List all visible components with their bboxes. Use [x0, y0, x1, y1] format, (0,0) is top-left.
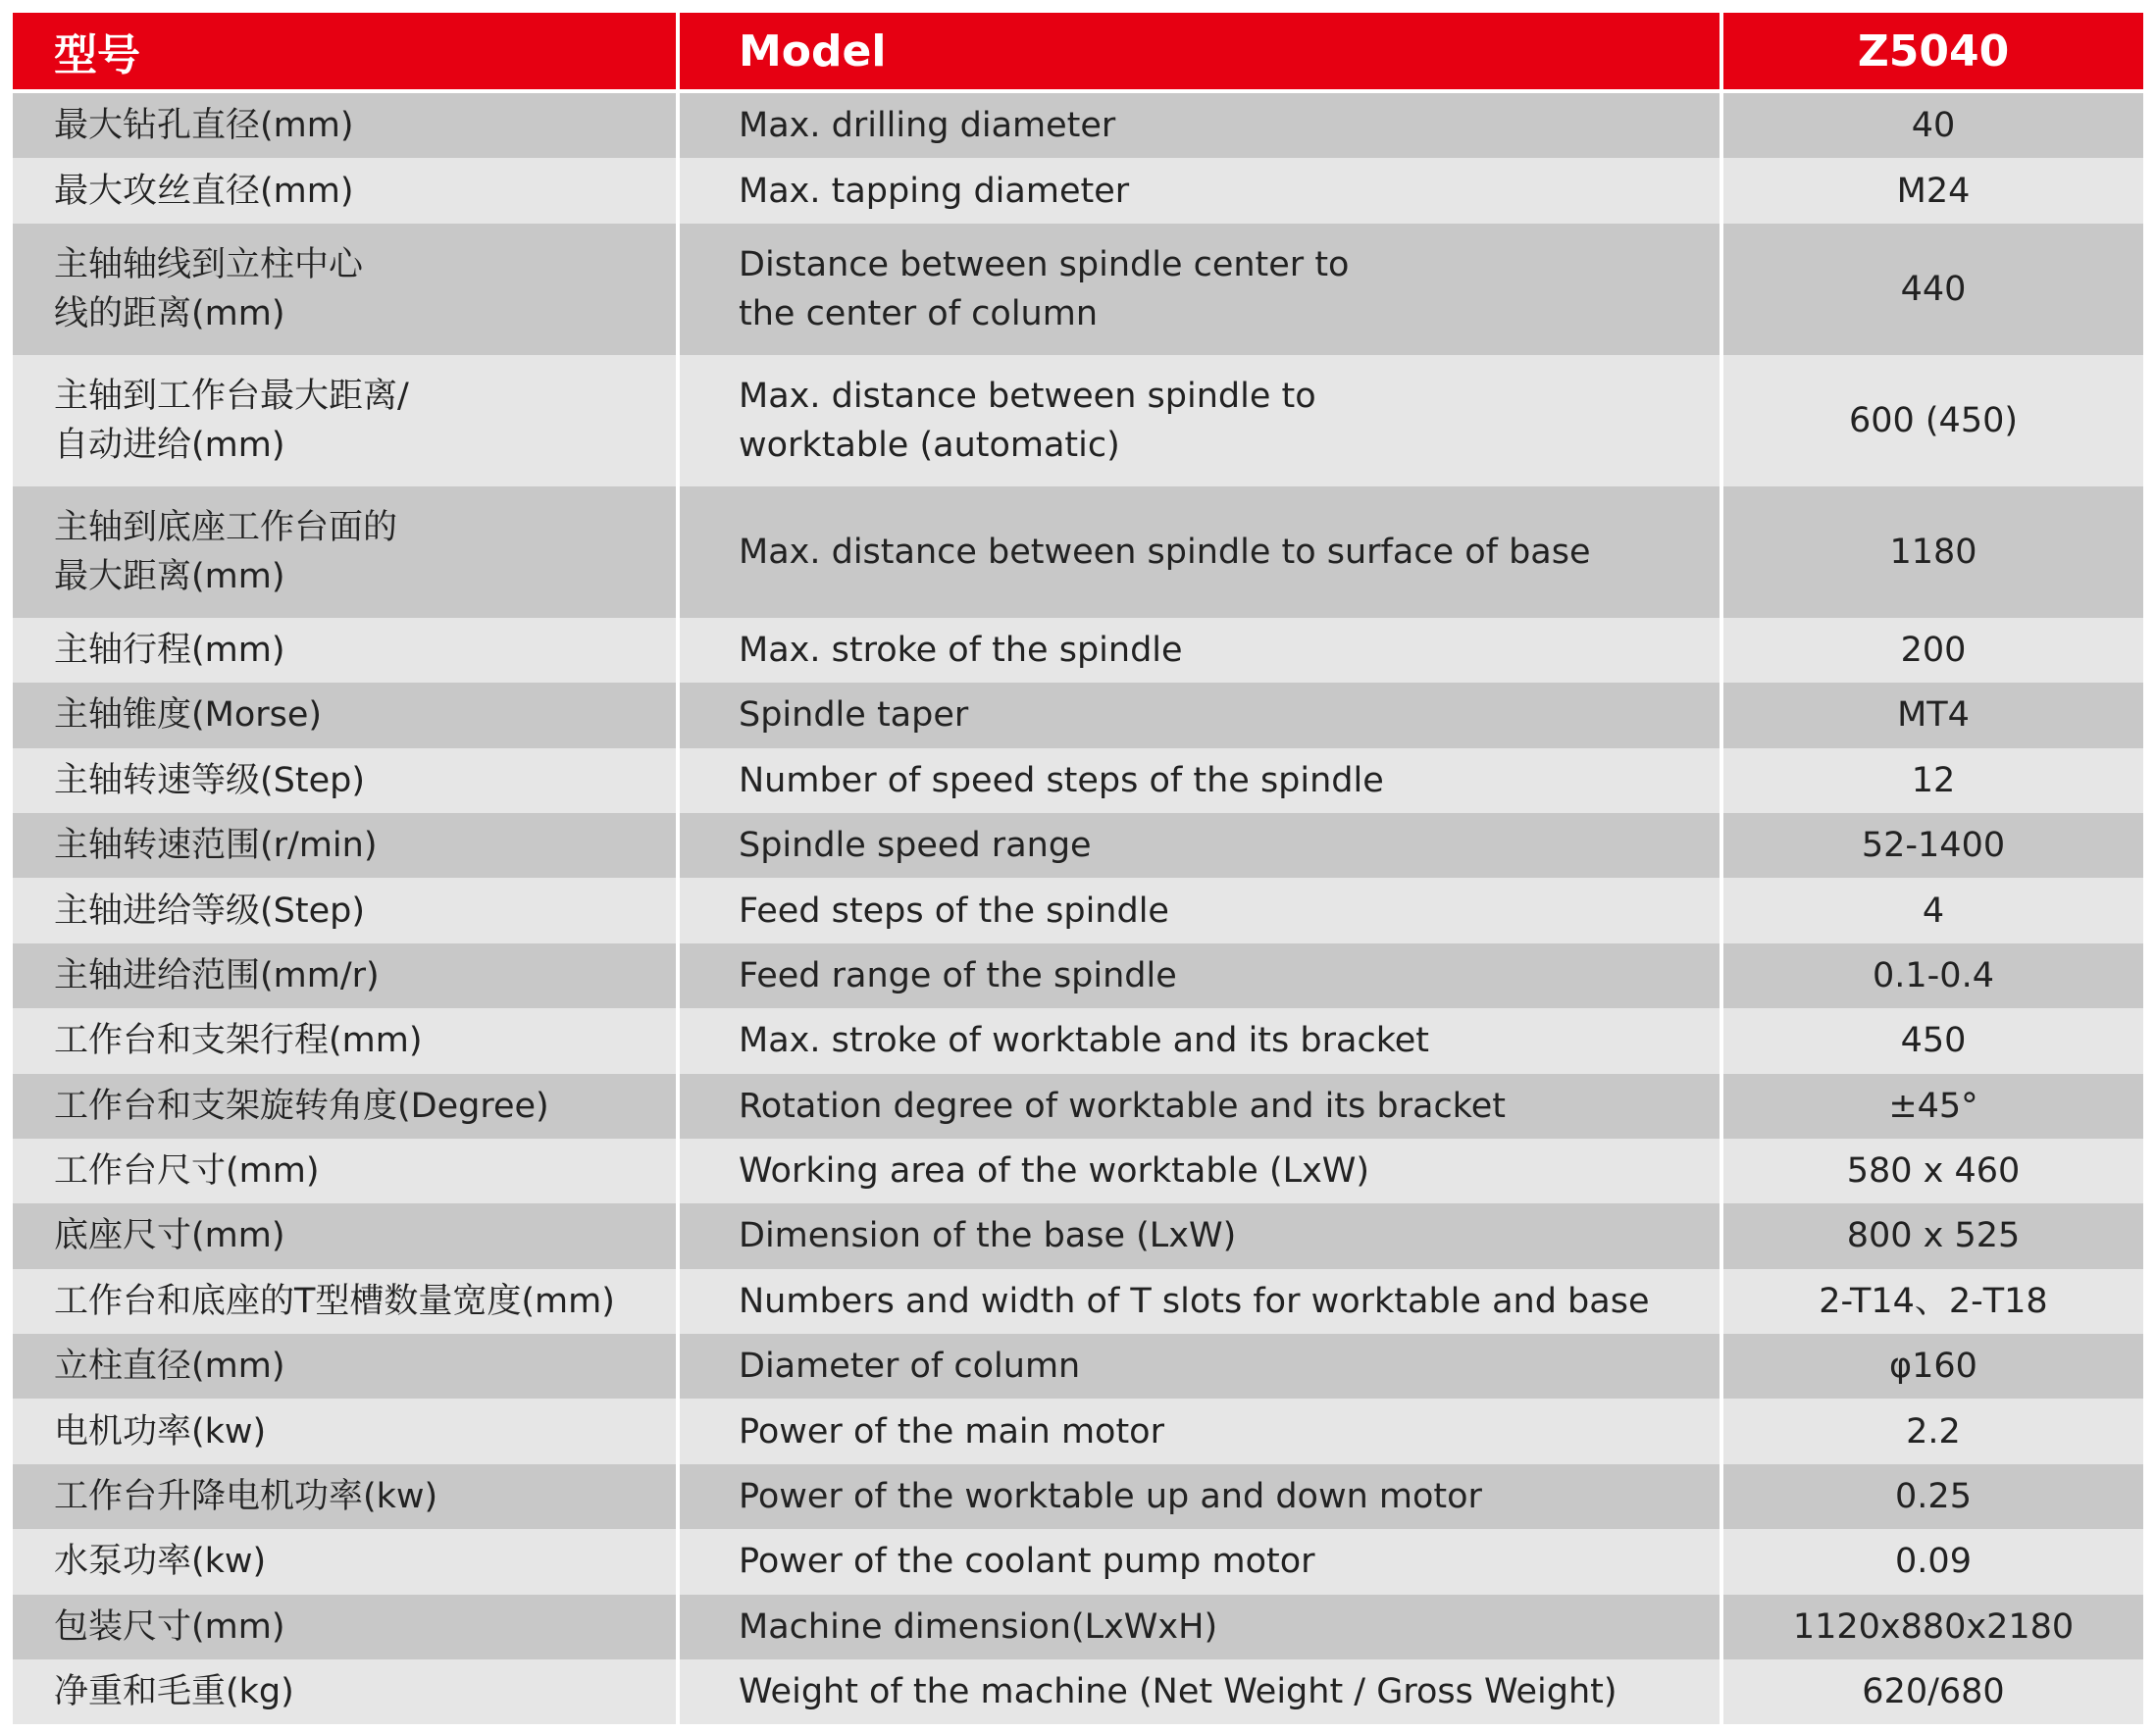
table-row	[13, 813, 2143, 878]
spec-label-english: Spindle taper	[680, 683, 1723, 747]
table-row	[13, 878, 2143, 942]
spec-label-chinese: 净重和毛重(kg)	[13, 1659, 680, 1724]
spec-label-english: Diameter of column	[680, 1334, 1723, 1399]
spec-value: 200	[1723, 618, 2143, 683]
spec-label-chinese: 最大攻丝直径(mm)	[13, 158, 680, 223]
spec-value: 450	[1723, 1008, 2143, 1073]
header-chinese-label: 型号	[13, 13, 680, 93]
spec-value: 0.25	[1723, 1464, 2143, 1529]
spec-value: 2-T14、2-T18	[1723, 1269, 2143, 1334]
spec-value: 620/680	[1723, 1659, 2143, 1724]
spec-label-english: Feed steps of the spindle	[680, 878, 1723, 942]
table-row	[13, 1595, 2143, 1659]
spec-value: 600 (450)	[1723, 355, 2143, 486]
table-row	[13, 1139, 2143, 1203]
spec-label-chinese: 工作台和底座的T型槽数量宽度(mm)	[13, 1269, 680, 1334]
table-row	[13, 748, 2143, 813]
header-model-label: Model	[680, 13, 1723, 93]
table-row	[13, 1203, 2143, 1268]
spec-value: 40	[1723, 93, 2143, 158]
spec-value: 440	[1723, 224, 2143, 355]
table-row	[13, 618, 2143, 683]
spec-label-chinese: 工作台和支架旋转角度(Degree)	[13, 1074, 680, 1139]
spec-label-chinese: 主轴锥度(Morse)	[13, 683, 680, 747]
spec-label-english: Numbers and width of T slots for worktable and base	[680, 1269, 1723, 1334]
table-row	[13, 1464, 2143, 1529]
spec-label-chinese: 主轴到工作台最大距离/ 自动进给(mm)	[13, 355, 680, 486]
table-row	[13, 943, 2143, 1008]
table-row	[13, 1399, 2143, 1463]
spec-label-english: Weight of the machine (Net Weight / Gross Weight)	[680, 1659, 1723, 1724]
spec-value: 0.09	[1723, 1529, 2143, 1594]
spec-label-english: Dimension of the base (LxW)	[680, 1203, 1723, 1268]
spec-label-english: Power of the main motor	[680, 1399, 1723, 1463]
spec-label-chinese: 底座尺寸(mm)	[13, 1203, 680, 1268]
spec-label-chinese: 水泵功率(kw)	[13, 1529, 680, 1594]
spec-label-english: Number of speed steps of the spindle	[680, 748, 1723, 813]
spec-label-english: Max. tapping diameter	[680, 158, 1723, 223]
spec-label-chinese: 最大钻孔直径(mm)	[13, 93, 680, 158]
spec-label-chinese: 主轴进给范围(mm/r)	[13, 943, 680, 1008]
spec-label-chinese: 主轴行程(mm)	[13, 618, 680, 683]
table-row	[13, 683, 2143, 747]
spec-label-chinese: 工作台和支架行程(mm)	[13, 1008, 680, 1073]
header-model-number: Z5040	[1723, 13, 2143, 93]
spec-value: ±45°	[1723, 1074, 2143, 1139]
table-row	[13, 1334, 2143, 1399]
spec-value: 800 x 525	[1723, 1203, 2143, 1268]
table-row	[13, 1269, 2143, 1334]
table-row	[13, 1074, 2143, 1139]
table-row	[13, 1529, 2143, 1594]
spec-value: 52-1400	[1723, 813, 2143, 878]
spec-value: 0.1-0.4	[1723, 943, 2143, 1008]
spec-label-chinese: 工作台升降电机功率(kw)	[13, 1464, 680, 1529]
spec-label-english: Max. drilling diameter	[680, 93, 1723, 158]
spec-value: 1120x880x2180	[1723, 1595, 2143, 1659]
spec-label-english: Power of the worktable up and down motor	[680, 1464, 1723, 1529]
table-row	[13, 93, 2143, 158]
spec-label-chinese: 主轴转速等级(Step)	[13, 748, 680, 813]
spec-value: 4	[1723, 878, 2143, 942]
spec-label-english: Spindle speed range	[680, 813, 1723, 878]
table-row	[13, 486, 2143, 618]
spec-value: MT4	[1723, 683, 2143, 747]
spec-label-chinese: 电机功率(kw)	[13, 1399, 680, 1463]
spec-label-chinese: 立柱直径(mm)	[13, 1334, 680, 1399]
spec-label-english: Distance between spindle center to the center of column	[680, 224, 1723, 355]
spec-label-chinese: 主轴转速范围(r/min)	[13, 813, 680, 878]
spec-label-english: Max. distance between spindle to worktable (automatic)	[680, 355, 1723, 486]
table-row	[13, 355, 2143, 486]
spec-label-english: Max. stroke of worktable and its bracket	[680, 1008, 1723, 1073]
spec-value: φ160	[1723, 1334, 2143, 1399]
spec-label-chinese: 主轴到底座工作台面的 最大距离(mm)	[13, 486, 680, 618]
table-row	[13, 224, 2143, 355]
spec-value: 2.2	[1723, 1399, 2143, 1463]
spec-label-english: Rotation degree of worktable and its bracket	[680, 1074, 1723, 1139]
spec-label-chinese: 工作台尺寸(mm)	[13, 1139, 680, 1203]
spec-label-chinese: 包装尺寸(mm)	[13, 1595, 680, 1659]
spec-label-chinese: 主轴轴线到立柱中心 线的距离(mm)	[13, 224, 680, 355]
table-row	[13, 158, 2143, 223]
spec-label-english: Feed range of the spindle	[680, 943, 1723, 1008]
spec-value: M24	[1723, 158, 2143, 223]
spec-label-english: Working area of the worktable (LxW)	[680, 1139, 1723, 1203]
spec-label-english: Max. distance between spindle to surface of base	[680, 486, 1723, 618]
table-row	[13, 1659, 2143, 1724]
spec-value: 580 x 460	[1723, 1139, 2143, 1203]
spec-value: 1180	[1723, 486, 2143, 618]
spec-label-chinese: 主轴进给等级(Step)	[13, 878, 680, 942]
spec-label-english: Machine dimension(LxWxH)	[680, 1595, 1723, 1659]
spec-label-english: Power of the coolant pump motor	[680, 1529, 1723, 1594]
spec-table	[13, 13, 2143, 1724]
header-row	[13, 13, 2143, 93]
spec-value: 12	[1723, 748, 2143, 813]
table-row	[13, 1008, 2143, 1073]
spec-label-english: Max. stroke of the spindle	[680, 618, 1723, 683]
